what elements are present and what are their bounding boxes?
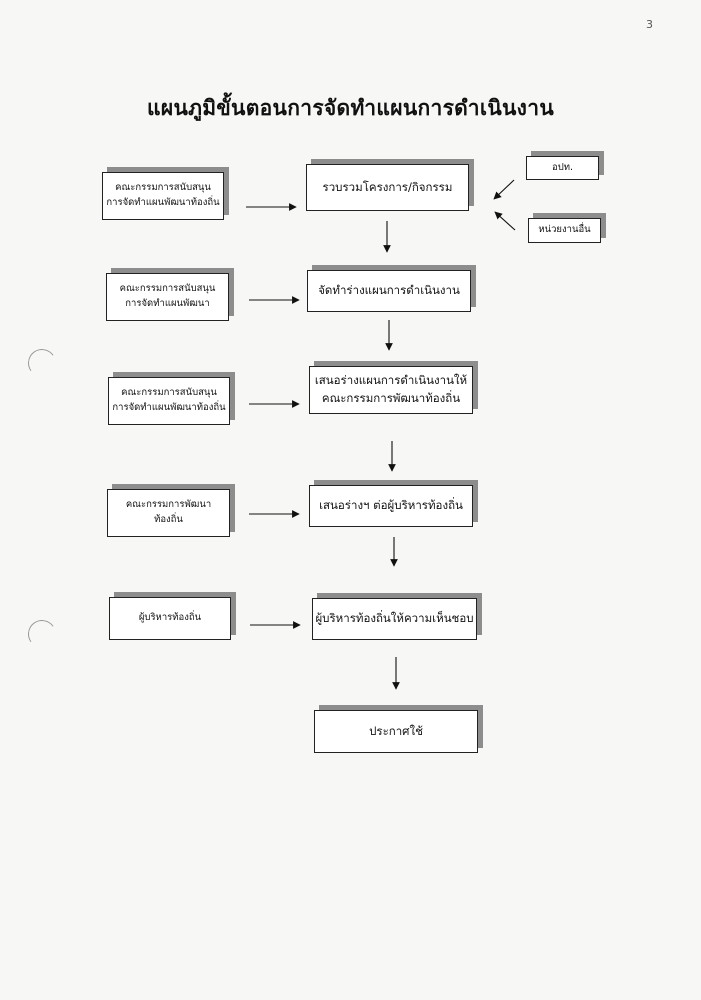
left-box-4-line-2: ท้องถิ่น	[154, 514, 183, 525]
left-box-2-line-2: การจัดทำแผนพัฒนา	[125, 298, 210, 309]
arrow-input-1	[494, 180, 514, 199]
left-box-4-line-1: คณะกรรมการพัฒนา	[125, 499, 212, 511]
arrow-input-2	[495, 212, 515, 230]
left-box-1-line-2: การจัดทำแผนพัฒนาท้องถิ่น	[106, 197, 220, 208]
page-title: แผนภูมิขั้นตอนการจัดทำแผนการดำเนินงาน	[147, 95, 554, 120]
step-box-4-line-1: เสนอร่างฯ ต่อผู้บริหารท้องถิ่น	[319, 498, 463, 513]
left-box-3-line-2: การจัดทำแผนพัฒนาท้องถิ่น	[112, 402, 226, 413]
left-box-5-line-1: ผู้บริหารท้องถิ่น	[138, 612, 202, 624]
page-number: 3	[646, 18, 653, 31]
left-box-1-line-1: คณะกรรมการสนับสนุน	[115, 182, 211, 194]
step-box-2-line-1: จัดทำร่างแผนการดำเนินงาน	[318, 283, 460, 298]
step-box-5-line-1: ผู้บริหารท้องถิ่นให้ความเห็นชอบ	[315, 611, 474, 626]
left-box-3-line-1: คณะกรรมการสนับสนุน	[121, 387, 217, 399]
step-box-3-line-1: เสนอร่างแผนการดำเนินงานให้	[314, 373, 468, 388]
step-box-3-line-2: คณะกรรมการพัฒนาท้องถิ่น	[321, 391, 461, 405]
step-box-1-line-1: รวบรวมโครงการ/กิจกรรม	[322, 179, 453, 194]
left-box-2-line-1: คณะกรรมการสนับสนุน	[119, 283, 216, 295]
input-box-2-label: หน่วยงานอื่น	[538, 224, 591, 236]
input-box-1-label: อปท.	[551, 161, 574, 173]
step-box-6-line-1: ประกาศใช้	[369, 723, 423, 738]
